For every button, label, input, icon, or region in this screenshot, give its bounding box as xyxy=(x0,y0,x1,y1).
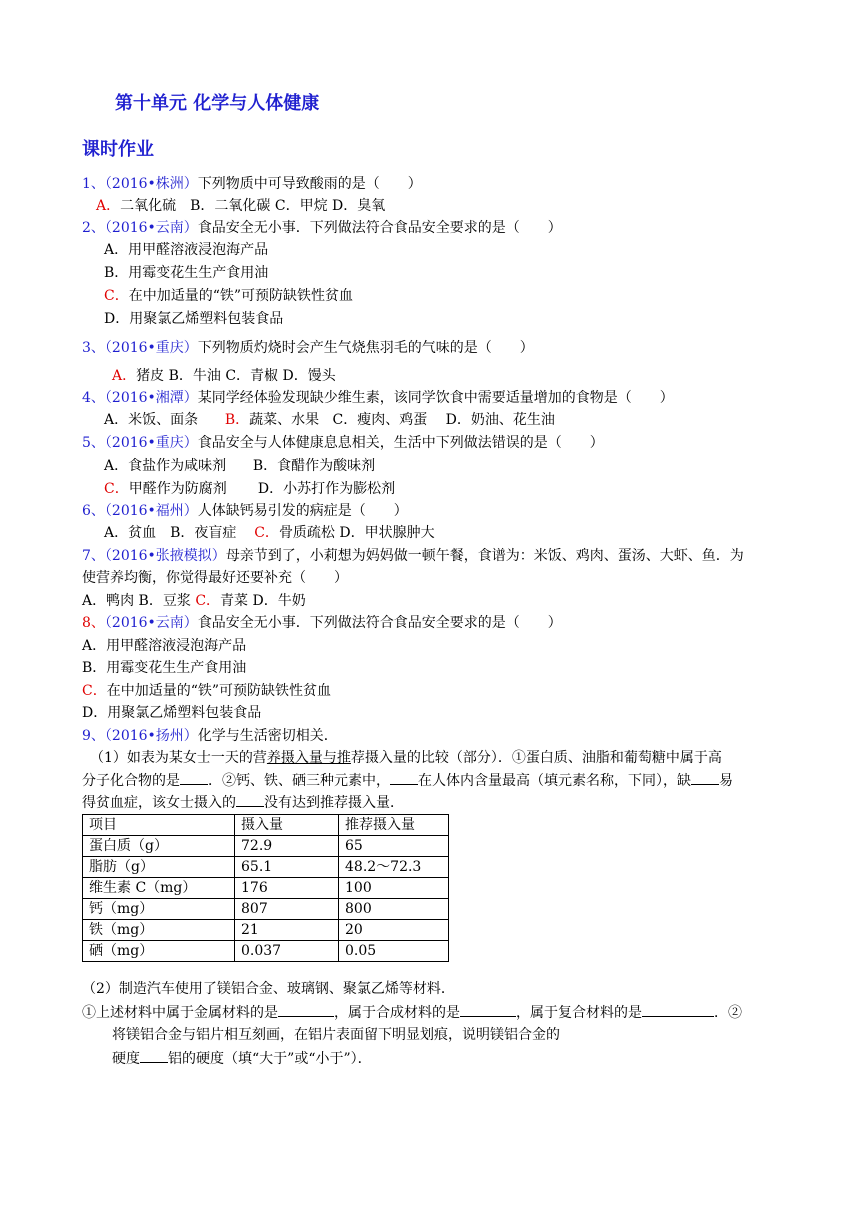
q9-part2-line3 xyxy=(112,1048,372,1069)
option-cd: C．瘦肉、鸡蛋 D．奶油、花生油 xyxy=(332,412,555,428)
answer-blank[interactable] xyxy=(180,770,208,785)
table-row xyxy=(83,836,449,857)
table-row xyxy=(83,857,449,878)
text-run: ．② xyxy=(714,1005,742,1021)
table-cell: 0.05 xyxy=(339,941,449,962)
option-c: 甲醛作为防腐剂 xyxy=(128,481,227,497)
q9-part1-line2 xyxy=(82,770,733,791)
text-run: ①上述材料中属于金属材料的是 xyxy=(82,1005,278,1021)
table-cell: 65.1 xyxy=(235,857,339,878)
option-d: D．用聚氯乙烯塑料包装食品 xyxy=(82,705,262,721)
table-cell: 铁（mg） xyxy=(83,920,235,941)
text-run: （1）如表为某女士一天的营 xyxy=(90,750,267,766)
text-run: ，属于合成材料的是 xyxy=(334,1005,460,1021)
question-number: 7、 xyxy=(82,548,105,564)
answer-letter: C． xyxy=(195,593,221,609)
text-run: 没有达到推荐摄入量． xyxy=(264,795,404,811)
text-run: 分子化合物的是 xyxy=(82,773,180,789)
answer-letter: C． xyxy=(104,481,129,497)
option-d: D．用聚氯乙烯塑料包装食品 xyxy=(104,311,284,327)
question-source: （2016•云南） xyxy=(104,220,198,236)
option-cd: 青菜 D．牛奶 xyxy=(220,593,306,609)
answer-blank[interactable] xyxy=(390,770,418,785)
answer-letter: A． xyxy=(96,198,121,214)
question-1 xyxy=(82,174,422,194)
text-run: 荐摄入量的比较（部分）．①蛋白质、油脂和葡萄糖中属于高 xyxy=(350,750,722,766)
option-c xyxy=(104,286,353,306)
question-number: 2、 xyxy=(82,220,105,236)
question-7-continued: 使营养均衡，你觉得最好还要补充（ ） xyxy=(82,570,348,586)
table-row xyxy=(83,899,449,920)
option-b: B．用霉变花生生产食用油 xyxy=(104,265,269,281)
page-title: 第十单元 化学与人体健康 xyxy=(115,93,320,114)
question-stem: 人体缺钙易引发的病症是（ ） xyxy=(197,503,408,519)
q9-part2-line2: 将镁铝合金与铝片相互刻画，在铝片表面留下明显划痕，说明镁铝合金的 xyxy=(112,1027,560,1043)
question-stem: 食品安全无小事．下列做法符合食品安全要求的是（ ） xyxy=(197,220,562,236)
table-row xyxy=(83,878,449,899)
option-c xyxy=(82,681,331,701)
option-a: A．用甲醛溶液浸泡海产品 xyxy=(82,638,247,654)
underlined-text: 养摄入量与推 xyxy=(266,750,351,766)
question-source: （2016•福州） xyxy=(104,503,198,519)
table-header-row xyxy=(83,815,449,836)
options-text: 二氧化硫 B．二氧化碳 C．甲烷 D．臭氧 xyxy=(120,198,386,214)
q9-part1-line3 xyxy=(82,792,404,813)
table-cell: 20 xyxy=(339,920,449,941)
question-7 xyxy=(82,546,744,566)
text-run: 铝的硬度（填“大于”或“小于”）． xyxy=(168,1051,372,1067)
question-1-options xyxy=(96,196,385,216)
question-7-options xyxy=(82,591,306,611)
question-source: （2016•株洲） xyxy=(104,176,198,192)
answer-letter: C． xyxy=(254,525,279,541)
answer-letter: C． xyxy=(104,288,129,304)
table-row xyxy=(83,941,449,962)
question-source: （2016•重庆） xyxy=(104,435,198,451)
option-c-text: 在中加适量的“铁”可预防缺铁性贫血 xyxy=(128,288,354,304)
question-9 xyxy=(82,726,338,746)
option-cd: 骨质疏松 D．甲状腺肿大 xyxy=(278,525,435,541)
answer-blank[interactable] xyxy=(278,1002,334,1017)
question-3 xyxy=(82,338,534,358)
question-5 xyxy=(82,433,604,453)
question-4 xyxy=(82,388,674,408)
text-run: ，属于复合材料的是 xyxy=(516,1005,642,1021)
text-run: ．②钙、铁、硒三种元素中， xyxy=(208,773,390,789)
question-number: 8、 xyxy=(82,615,105,631)
question-number: 1、 xyxy=(82,176,105,192)
options-text: 猪皮 B．牛油 C．青椒 D．馒头 xyxy=(136,368,336,384)
question-6-options xyxy=(104,523,435,543)
answer-letter: C． xyxy=(82,683,107,699)
q9-part1-line1 xyxy=(90,748,722,768)
answer-letter: B． xyxy=(224,412,250,428)
option-a: A．米饭、面条 xyxy=(104,412,199,428)
table-cell: 48.2～72.3 xyxy=(339,857,449,878)
question-number: 5、 xyxy=(82,435,105,451)
question-6 xyxy=(82,501,408,521)
option-a: A．用甲醛溶液浸泡海产品 xyxy=(104,242,269,258)
table-cell: 0.037 xyxy=(235,941,339,962)
table-cell: 脂肪（g） xyxy=(83,857,235,878)
answer-letter: A． xyxy=(112,368,137,384)
question-2 xyxy=(82,218,562,238)
question-5-options-ab xyxy=(104,456,375,476)
question-number: 3、 xyxy=(82,340,105,356)
option-b: B．用霉变花生生产食用油 xyxy=(82,660,247,676)
table-header: 推荐摄入量 xyxy=(339,815,449,836)
answer-blank[interactable] xyxy=(460,1002,516,1017)
question-stem: 下列物质灼烧时会产生气烧焦羽毛的气味的是（ ） xyxy=(197,340,534,356)
question-source: （2016•云南） xyxy=(104,615,198,631)
text-run: 得贫血症，该女士摄入的 xyxy=(82,795,236,811)
q9-part2-line1 xyxy=(82,1002,742,1023)
table-cell: 蛋白质（g） xyxy=(83,836,235,857)
question-source: （2016•扬州） xyxy=(104,728,198,744)
question-3-options xyxy=(112,366,336,386)
table-cell: 100 xyxy=(339,878,449,899)
option-d: D．小苏打作为膨松剂 xyxy=(257,481,396,497)
table-cell: 21 xyxy=(235,920,339,941)
text-run: 易 xyxy=(719,773,733,789)
answer-blank[interactable] xyxy=(140,1048,168,1063)
q9-part2-intro: （2）制造汽车使用了镁铝合金、玻璃钢、聚氯乙烯等材料． xyxy=(82,981,455,997)
question-source: （2016•湘潭） xyxy=(104,390,198,406)
table-row xyxy=(83,920,449,941)
table-cell: 硒（mg） xyxy=(83,941,235,962)
question-5-options-cd xyxy=(104,479,395,499)
option-a: A．食盐作为咸味剂 xyxy=(104,458,227,474)
question-source: （2016•张掖模拟） xyxy=(104,548,226,564)
question-stem: 某同学经体验发现缺少维生素，该同学饮食中需要适量增加的食物是（ ） xyxy=(197,390,674,406)
option-b: B．食醋作为酸味剂 xyxy=(252,458,376,474)
option-c-text: 在中加适量的“铁”可预防缺铁性贫血 xyxy=(106,683,332,699)
table-cell: 800 xyxy=(339,899,449,920)
question-source: （2016•重庆） xyxy=(104,340,198,356)
table-cell: 176 xyxy=(235,878,339,899)
option-ab: A．鸭肉 B．豆浆 xyxy=(82,593,191,609)
question-number: 4、 xyxy=(82,390,105,406)
answer-blank[interactable] xyxy=(236,792,264,807)
table-cell: 维生素 C（mg） xyxy=(83,878,235,899)
question-stem: 食品安全无小事．下列做法符合食品安全要求的是（ ） xyxy=(197,615,562,631)
question-stem: 母亲节到了，小莉想为妈妈做一顿午餐，食谱为：米饭、鸡肉、蛋汤、大虾、鱼．为 xyxy=(225,548,744,564)
question-stem: 食品安全与人体健康息息相关，生活中下列做法错误的是（ ） xyxy=(197,435,604,451)
answer-blank[interactable] xyxy=(691,770,719,785)
section-subtitle: 课时作业 xyxy=(82,139,154,160)
table-cell: 807 xyxy=(235,899,339,920)
table-header: 项目 xyxy=(83,815,235,836)
text-run: 硬度 xyxy=(112,1051,140,1067)
text-run: 在人体内含量最高（填元素名称，下同），缺 xyxy=(418,773,691,789)
question-number: 6、 xyxy=(82,503,105,519)
question-stem: 下列物质中可导致酸雨的是（ ） xyxy=(197,176,422,192)
question-8 xyxy=(82,613,562,633)
answer-blank[interactable] xyxy=(642,1002,714,1017)
option-b: 蔬菜、水果 xyxy=(249,412,320,428)
table-header: 摄入量 xyxy=(235,815,339,836)
nutrition-table xyxy=(82,814,449,962)
question-number: 9、 xyxy=(82,728,105,744)
option-ab: A．贫血 B．夜盲症 xyxy=(104,525,237,541)
table-cell: 钙（mg） xyxy=(83,899,235,920)
question-4-options xyxy=(104,410,555,430)
table-cell: 72.9 xyxy=(235,836,339,857)
table-cell: 65 xyxy=(339,836,449,857)
question-stem: 化学与生活密切相关． xyxy=(197,728,338,744)
